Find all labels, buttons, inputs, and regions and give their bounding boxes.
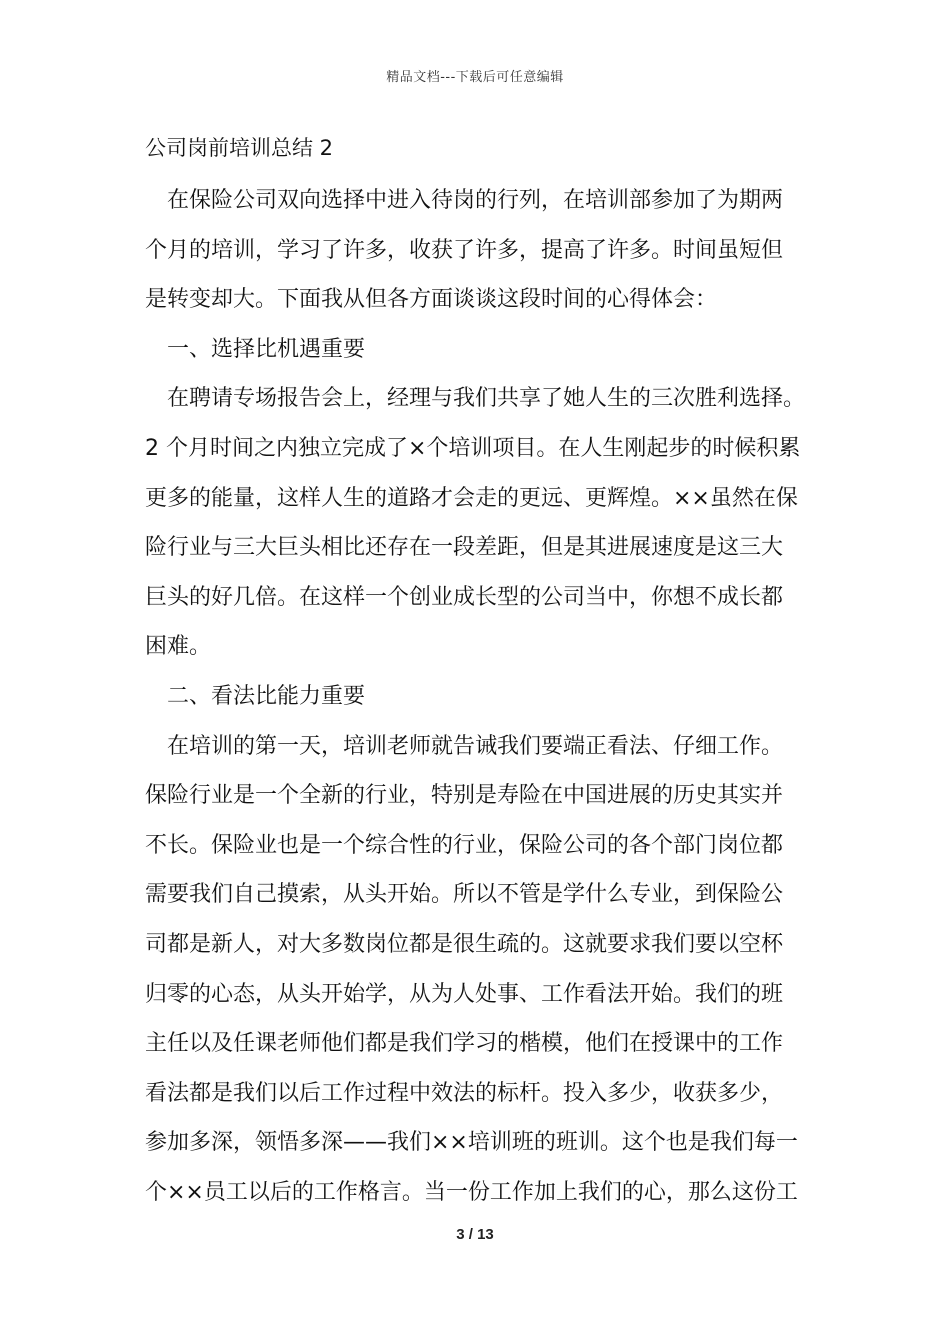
text-line: 个月的培训，学习了许多，收获了许多，提高了许多。时间虽短但 (145, 237, 784, 263)
document-text (145, 176, 817, 1217)
text-line: 在聘请专场报告会上，经理与我们共享了她人生的三次胜利选择。 (167, 386, 806, 412)
text-line: 2 个月时间之内独立完成了×个培训项目。在人生刚起步的时候积累 (145, 435, 801, 461)
text-line: 保险行业是一个全新的行业，特别是寿险在中国进展的历史其实并 (145, 783, 784, 809)
text-line: 需要我们自己摸索，从头开始。所以不管是学什么专业，到保险公 (145, 882, 784, 908)
text-line: 巨头的好几倍。在这样一个创业成长型的公司当中，你想不成长都 (145, 584, 784, 610)
text-line: 司都是新人，对大多数岗位都是很生疏的。这就要求我们要以空杯 (145, 931, 784, 957)
document-body (145, 128, 817, 1217)
page-number: 3 / 13 (456, 1226, 494, 1243)
text-line: 个××员工以后的工作格言。当一份工作加上我们的心，那么这份工 (145, 1179, 798, 1205)
text-line: 更多的能量，这样人生的道路才会走的更远、更辉煌。××虽然在保 (145, 485, 798, 511)
text-line: 不长。保险业也是一个综合性的行业，保险公司的各个部门岗位都 (145, 832, 784, 858)
text-line: 参加多深，领悟多深——我们××培训班的班训。这个也是我们每一 (145, 1130, 798, 1156)
text-line: 二、看法比能力重要 (167, 683, 366, 709)
text-line: 在培训的第一天，培训老师就告诫我们要端正看法、仔细工作。 (167, 733, 784, 759)
text-line: 归零的心态，从头开始学，从为人处事、工作看法开始。我们的班 (145, 981, 784, 1007)
document-title: 公司岗前培训总结 2 (145, 136, 334, 160)
text-line: 主任以及任课老师他们都是我们学习的楷模，他们在授课中的工作 (145, 1031, 784, 1057)
text-line: 是转变却大。下面我从但各方面谈谈这段时间的心得体会： (145, 287, 718, 313)
text-line: 困难。 (145, 634, 212, 660)
text-line: 险行业与三大巨头相比还存在一段差距，但是其进展速度是这三大 (145, 535, 784, 561)
page-header: 精品文档---下载后可任意编辑 (386, 70, 564, 85)
text-line: 在保险公司双向选择中进入待岗的行列，在培训部参加了为期两 (167, 188, 784, 213)
text-line: 看法都是我们以后工作过程中效法的标杆。投入多少，收获多少， (145, 1080, 784, 1106)
text-line: 一、选择比机遇重要 (167, 336, 366, 362)
